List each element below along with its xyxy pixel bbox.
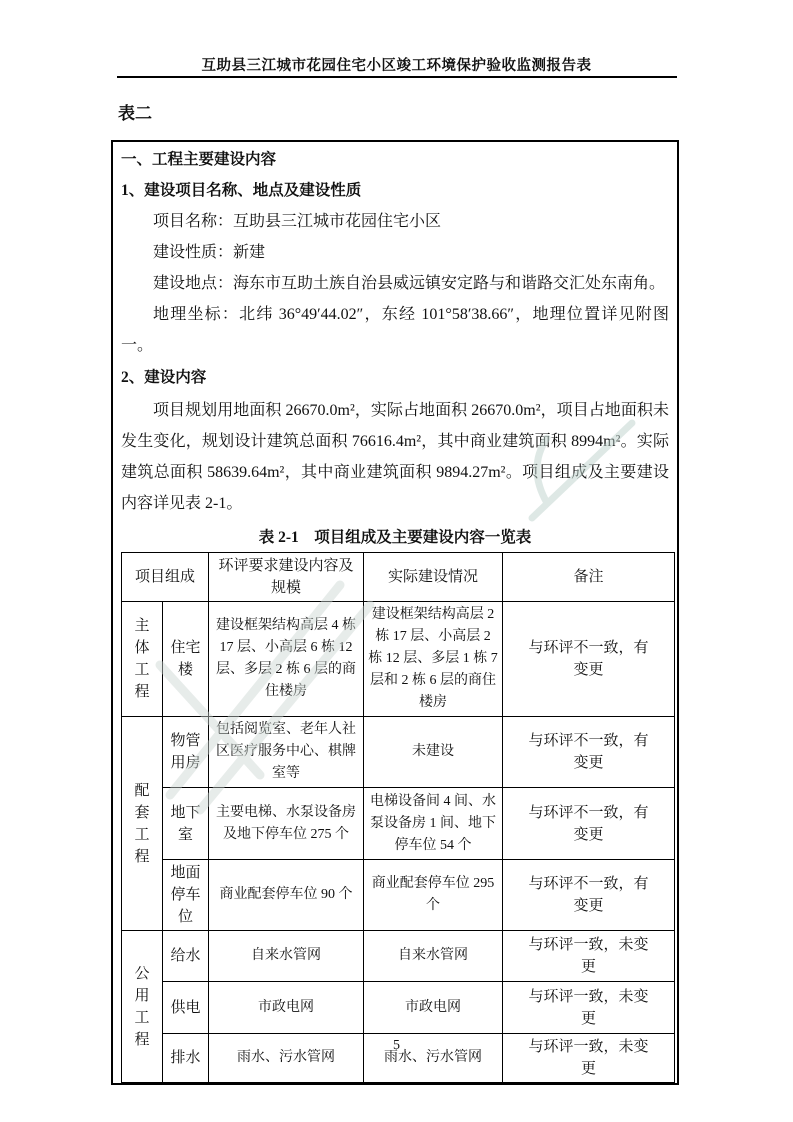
table-row <box>122 717 675 788</box>
eia-cell: 主要电梯、水泵设备房及地下停车位 275 个 <box>209 788 364 860</box>
eia-cell: 商业配套停车位 90 个 <box>209 860 364 931</box>
construction-content-paragraph: 项目规划用地面积 26670.0m²，实际占地面积 26670.0m²，项目占地面积未发生变化，规划设计建筑总面积 76616.4m²，其中商业建筑面积 8994m²。实际建筑总面积 58639.64m²，其中商业建筑面积 9894.27m²。项目组成及主要建设内容详见表 2-1。 <box>121 402 669 512</box>
remark-cell: 与环评不一致，有变更 <box>503 860 675 931</box>
content-box <box>111 140 679 1085</box>
table-row <box>122 982 675 1034</box>
actual-cell: 自来水管网 <box>364 931 503 982</box>
eia-cell: 包括阅览室、老年人社区医疗服务中心、棋牌室等 <box>209 717 364 788</box>
column-header-actual-construction: 实际建设情况 <box>364 553 503 602</box>
group-cell-public-works: 公用工程 <box>122 931 163 1083</box>
actual-cell: 建设框架结构高层 2 栋 17 层、小高层 2 栋 12 层、多层 1 栋 7 层和 2 栋 6 层的商住楼房 <box>364 602 503 717</box>
document-header-title: 互助县三江城市花园住宅小区竣工环境保护验收监测报告表 <box>201 58 592 74</box>
actual-cell: 雨水、污水管网 <box>364 1034 503 1083</box>
item-cell-property-room: 物管用房 <box>163 717 209 788</box>
section-heading-main: 一、工程主要建设内容 <box>121 151 277 168</box>
item-cell-residential-building: 住宅楼 <box>163 602 209 717</box>
column-header-eia-requirement: 环评要求建设内容及规模 <box>209 553 364 602</box>
table-2-1-title: 表 2-1 项目组成及主要建设内容一览表 <box>258 529 532 546</box>
table-header-row <box>122 553 675 602</box>
actual-cell: 电梯设备间 4 间、水泵设备房 1 间、地下停车位 54 个 <box>364 788 503 860</box>
eia-cell: 雨水、污水管网 <box>209 1034 364 1083</box>
table-row <box>122 931 675 982</box>
remark-cell: 与环评一致，未变更 <box>503 931 675 982</box>
table-row <box>122 788 675 860</box>
project-composition-table <box>121 552 675 1083</box>
item-cell-surface-parking: 地面停车位 <box>163 860 209 931</box>
group-cell-supporting-works: 配套工程 <box>122 717 163 931</box>
section-subheading-2: 2、建设内容 <box>121 369 207 386</box>
column-header-remark: 备注 <box>503 553 675 602</box>
project-name-line: 项目名称：互助县三江城市花园住宅小区 <box>153 213 442 230</box>
item-cell-water-supply: 给水 <box>163 931 209 982</box>
construction-nature-line: 建设性质：新建 <box>153 244 266 261</box>
actual-cell: 市政电网 <box>364 982 503 1034</box>
item-cell-drainage: 排水 <box>163 1034 209 1083</box>
table-section-label: 表二 <box>118 104 152 123</box>
actual-cell: 商业配套停车位 295 个 <box>364 860 503 931</box>
header-divider-line <box>117 76 677 78</box>
eia-cell: 自来水管网 <box>209 931 364 982</box>
item-cell-basement: 地下室 <box>163 788 209 860</box>
actual-cell: 未建设 <box>364 717 503 788</box>
remark-cell: 与环评一致，未变更 <box>503 1034 675 1083</box>
table-row <box>122 602 675 717</box>
group-cell-main-works: 主体工程 <box>122 602 163 717</box>
eia-cell: 建设框架结构高层 4 栋 17 层、小高层 6 栋 12 层、多层 2 栋 6 层的商住楼房 <box>209 602 364 717</box>
column-header-project-composition: 项目组成 <box>122 553 209 602</box>
remark-cell: 与环评一致，未变更 <box>503 982 675 1034</box>
section-subheading-1: 1、建设项目名称、地点及建设性质 <box>121 182 362 199</box>
construction-location-line: 建设地点：海东市互助土族自治县威远镇安定路与和谐路交汇处东南角。 <box>153 275 666 292</box>
remark-cell: 与环评不一致，有变更 <box>503 602 675 717</box>
eia-cell: 市政电网 <box>209 982 364 1034</box>
geographic-coordinates-line: 地理坐标：北纬 36°49′44.02″，东经 101°58′38.66″，地理位置详见附图一。 <box>121 306 669 354</box>
remark-cell: 与环评不一致，有变更 <box>503 788 675 860</box>
table-row <box>122 860 675 931</box>
remark-cell: 与环评不一致，有变更 <box>503 717 675 788</box>
page-number: 5 <box>393 1038 400 1053</box>
item-cell-power-supply: 供电 <box>163 982 209 1034</box>
table-row <box>122 1034 675 1083</box>
